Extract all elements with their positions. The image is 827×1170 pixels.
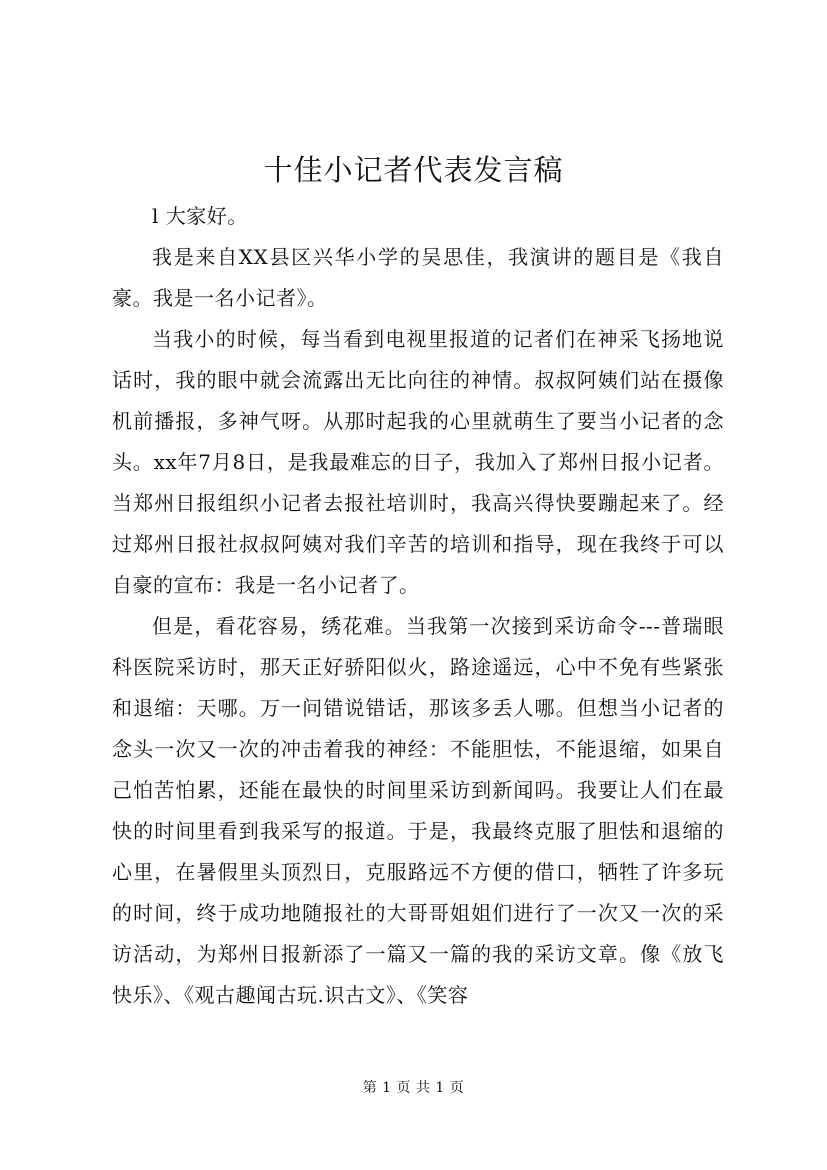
paragraph-childhood: 当我小的时候，每当看到电视里报道的记者们在神采飞扬地说话时，我的眼中就会流露出无比向往的神情。叔叔阿姨们站在摄像机前播报，多神气呀。从那时起我的心里就萌生了要当小记者的念头。xx年7月8日，是我最难忘的日子，我加入了郑州日报小记者。当郑州日报组织小记者去报社培训时，我高兴得快要蹦起来了。经过郑州日报社叔叔阿姨对我们辛苦的培训和指导，现在我终于可以自豪的宣布：我是一名小记者了。	[112, 327, 724, 597]
document-title: 十佳小记者代表发言稿	[263, 153, 564, 187]
paragraph-introduction: 我是来自XX县区兴华小学的吴思佳，我演讲的题目是《我自豪。我是一名小记者》。	[112, 245, 724, 310]
paragraph-first-interview: 但是，看花容易，绣花难。当我第一次接到采访命令---普瑞眼科医院采访时，那天正好骄阳似火，路途遥远，心中不免有些紧张和退缩：天哪。万一问错说错话，那该多丢人哪。但想当小记者的念头一次又一次的冲击着我的神经：不能胆怯，不能退缩，如果自己怕苦怕累，还能在最快的时间里采访到新闻吗。我要让人们在最快的时间里看到我采写的报道。于是，我最终克服了胆怯和退缩的心里，在暑假里头顶烈日，克服路远不方便的借口，牺牲了许多玩的时间，终于成功地随报社的大哥哥姐姐们进行了一次又一次的采访活动，为郑州日报新添了一篇又一篇的我的采访文章。像《放飞快乐》、《观古趣闻古玩.识古文》、《笑容	[112, 614, 724, 1007]
paragraph-greeting: l 大家好。	[152, 204, 248, 228]
document-body	[112, 196, 724, 1016]
page-number-footer: 第 1 页 共 1 页	[362, 1080, 465, 1096]
